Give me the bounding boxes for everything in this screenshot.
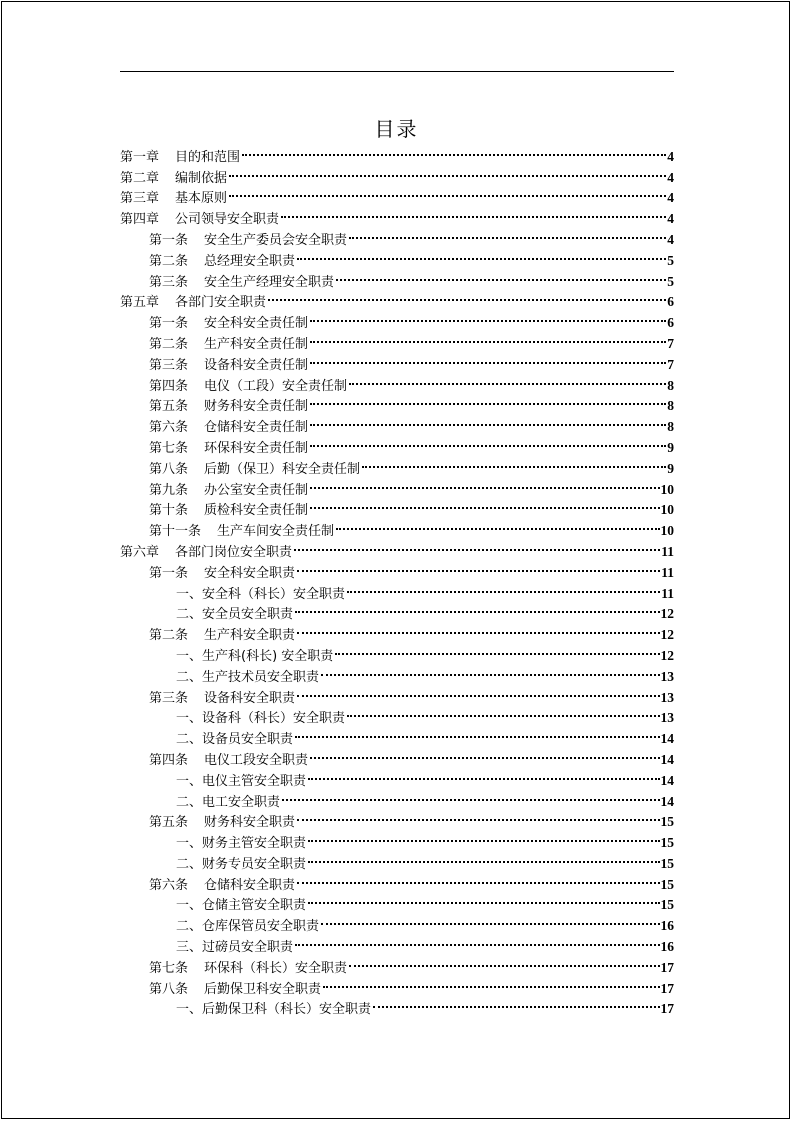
toc-entry-number: 一、 bbox=[176, 648, 203, 664]
toc-entry-title: 设备科（科长）安全职责 bbox=[202, 711, 346, 727]
toc-dot-leader bbox=[373, 993, 659, 1014]
toc-entry-page-number: 4 bbox=[667, 211, 674, 227]
toc-entry-page-number: 14 bbox=[660, 793, 674, 809]
toc-entry-page-number: 13 bbox=[660, 710, 674, 726]
toc-entry-title: 生产技术员安全职责 bbox=[202, 669, 320, 685]
toc-entry-title: 后勤保卫科（科长）安全职责 bbox=[202, 1002, 372, 1018]
toc-entry-page-number: 6 bbox=[667, 315, 674, 331]
toc-entry-title: 安全科安全职责 bbox=[204, 565, 296, 581]
toc-entry-page-number: 14 bbox=[660, 731, 674, 747]
toc-dot-leader bbox=[335, 639, 659, 660]
toc-entry-title: 安全科（科长）安全职责 bbox=[202, 586, 346, 602]
toc-dot-leader bbox=[336, 265, 666, 286]
toc-dot-leader bbox=[295, 598, 659, 619]
toc-entry-title: 各部门岗位安全职责 bbox=[175, 544, 293, 560]
toc-dot-leader bbox=[229, 161, 666, 182]
toc-entry-page-number: 6 bbox=[667, 294, 674, 310]
toc-entry-number: 一、 bbox=[176, 773, 203, 789]
toc-entry-page-number: 7 bbox=[667, 335, 674, 351]
toc-dot-leader bbox=[281, 202, 666, 223]
header-rule bbox=[120, 71, 674, 72]
toc-dot-leader bbox=[349, 223, 666, 244]
toc-dot-leader bbox=[310, 431, 666, 452]
toc-dot-leader bbox=[310, 743, 659, 764]
toc-entry-page-number: 4 bbox=[667, 169, 674, 185]
toc-entry-title: 仓储科安全责任制 bbox=[204, 420, 309, 436]
toc-entry-page-number: 10 bbox=[660, 481, 674, 497]
toc-dot-leader bbox=[310, 390, 666, 411]
toc-entry-number: 三、 bbox=[176, 940, 203, 956]
toc-entry-number: 第六章 bbox=[120, 544, 160, 560]
toc-dot-leader bbox=[310, 327, 666, 348]
toc-entry-level-0[interactable] bbox=[120, 140, 674, 165]
toc-dot-leader bbox=[336, 514, 659, 535]
toc-entry-title: 电仪工段安全职责 bbox=[204, 752, 309, 768]
toc-entry-title: 生产车间安全责任制 bbox=[217, 524, 335, 540]
toc-dot-leader bbox=[297, 618, 659, 639]
toc-entry-title: 财务专员安全职责 bbox=[202, 856, 307, 872]
toc-dot-leader bbox=[308, 826, 659, 847]
toc-entry-title: 生产科(科长) 安全职责 bbox=[202, 648, 334, 664]
toc-entry-number: 第一章 bbox=[120, 149, 160, 165]
toc-dot-leader bbox=[310, 473, 659, 494]
toc-entry-number: 二、 bbox=[176, 732, 203, 748]
toc-entry-number: 第九条 bbox=[149, 482, 189, 498]
toc-dot-leader bbox=[362, 452, 666, 473]
toc-dot-leader bbox=[242, 140, 666, 161]
toc-entry-title: 各部门安全职责 bbox=[175, 295, 267, 311]
toc-entry-title: 电仪（工段）安全责任制 bbox=[204, 378, 348, 394]
toc-entry-number: 第三条 bbox=[149, 690, 189, 706]
toc-dot-leader bbox=[297, 681, 659, 702]
toc-entry-title: 设备员安全职责 bbox=[202, 732, 294, 748]
toc-entry-page-number: 11 bbox=[661, 585, 674, 601]
toc-dot-leader bbox=[295, 930, 659, 951]
toc-entry-number: 第四条 bbox=[149, 378, 189, 394]
toc-entry-number: 二、 bbox=[176, 856, 203, 872]
toc-entry-title: 安全生产委员会安全职责 bbox=[204, 232, 348, 248]
toc-entry-number: 二、 bbox=[176, 919, 203, 935]
toc-entry-title: 生产科安全责任制 bbox=[204, 336, 309, 352]
toc-dot-leader bbox=[321, 909, 659, 930]
toc-entry-title: 目的和范围 bbox=[175, 149, 241, 165]
toc-entry-title: 仓储主管安全职责 bbox=[202, 898, 307, 914]
toc-entry-number: 第一条 bbox=[149, 565, 189, 581]
toc-entry-page-number: 12 bbox=[660, 606, 674, 622]
toc-entry-page-number: 15 bbox=[660, 814, 674, 830]
toc-entry-title: 总经理安全职责 bbox=[204, 253, 296, 269]
toc-dot-leader bbox=[308, 889, 659, 910]
toc-entry-page-number: 11 bbox=[661, 543, 674, 559]
toc-entry-title: 基本原则 bbox=[175, 191, 228, 207]
toc-dot-leader bbox=[349, 951, 659, 972]
toc-entry-number: 二、 bbox=[176, 669, 203, 685]
toc-title: 目录 bbox=[374, 117, 419, 142]
toc-entry-page-number: 4 bbox=[667, 231, 674, 247]
toc-dot-leader bbox=[321, 660, 659, 681]
toc-entry-page-number: 13 bbox=[660, 668, 674, 684]
toc-dot-leader bbox=[308, 764, 659, 785]
toc-entry-page-number: 13 bbox=[660, 689, 674, 705]
toc-entry-title: 后勤（保卫）科安全责任制 bbox=[204, 461, 361, 477]
toc-entry-number: 第五条 bbox=[149, 815, 189, 831]
toc-entry-page-number: 10 bbox=[660, 523, 674, 539]
toc-entry-page-number: 12 bbox=[660, 647, 674, 663]
toc-entry-page-number: 14 bbox=[660, 772, 674, 788]
toc-entry-title: 财务科安全责任制 bbox=[204, 399, 309, 415]
toc-entry-title: 设备科安全职责 bbox=[204, 690, 296, 706]
toc-entry-title: 过磅员安全职责 bbox=[202, 940, 294, 956]
toc-entry-page-number: 5 bbox=[667, 252, 674, 268]
toc-entry-number: 第三条 bbox=[149, 274, 189, 290]
toc-entry-page-number: 15 bbox=[660, 876, 674, 892]
toc-entry-page-number: 16 bbox=[660, 918, 674, 934]
toc-dot-leader bbox=[310, 306, 666, 327]
toc-entry-number: 一、 bbox=[176, 1002, 203, 1018]
toc-dot-leader bbox=[323, 972, 659, 993]
toc-entry-page-number: 9 bbox=[667, 460, 674, 476]
toc-entry-title: 生产科安全职责 bbox=[204, 628, 296, 644]
toc-dot-leader bbox=[297, 556, 660, 577]
toc-entry-page-number: 16 bbox=[660, 939, 674, 955]
toc-entry-page-number: 4 bbox=[667, 190, 674, 206]
toc-dot-leader bbox=[310, 494, 659, 515]
toc-entry-title: 公司领导安全职责 bbox=[175, 212, 280, 228]
toc-entry-title: 后勤保卫科安全职责 bbox=[204, 981, 322, 997]
toc-entry-level-0[interactable] bbox=[120, 535, 674, 560]
toc-entry-number: 第二条 bbox=[149, 336, 189, 352]
toc-entry-title: 编制依据 bbox=[175, 170, 228, 186]
toc-entry-page-number: 4 bbox=[667, 148, 674, 164]
toc-entry-page-number: 8 bbox=[667, 398, 674, 414]
toc-entry-title: 安全生产经理安全职责 bbox=[204, 274, 335, 290]
toc-dot-leader bbox=[282, 785, 659, 806]
toc-entry-title: 环保科安全责任制 bbox=[204, 440, 309, 456]
toc-entry-number: 第六条 bbox=[149, 877, 189, 893]
toc-entry-number: 第七条 bbox=[149, 960, 189, 976]
toc-entry-number: 第二条 bbox=[149, 253, 189, 269]
toc-dot-leader bbox=[295, 722, 659, 743]
toc-dot-leader bbox=[297, 806, 659, 827]
toc-entry-number: 第十一条 bbox=[149, 524, 202, 540]
toc-entry-number: 第三章 bbox=[120, 191, 160, 207]
toc-entry-number: 二、 bbox=[176, 794, 203, 810]
toc-entry-title: 电工安全职责 bbox=[202, 794, 281, 810]
toc-entry-number: 一、 bbox=[176, 711, 203, 727]
toc-entry-number: 一、 bbox=[176, 836, 203, 852]
toc-dot-leader bbox=[268, 286, 666, 307]
toc-dot-leader bbox=[349, 369, 666, 390]
toc-entry-number: 一、 bbox=[176, 898, 203, 914]
toc-entry-number: 第四章 bbox=[120, 212, 160, 228]
toc-dot-leader bbox=[347, 702, 659, 723]
toc-entry-number: 第六条 bbox=[149, 420, 189, 436]
toc-entry-number: 第十条 bbox=[149, 503, 189, 519]
toc-dot-leader bbox=[310, 410, 666, 431]
toc-entry-number: 第八条 bbox=[149, 461, 189, 477]
toc-entry-page-number: 8 bbox=[667, 377, 674, 393]
toc-entry-title: 安全员安全职责 bbox=[202, 607, 294, 623]
toc-entry-title: 财务科安全职责 bbox=[204, 815, 296, 831]
toc-entry-number: 二、 bbox=[176, 607, 203, 623]
table-of-contents bbox=[120, 140, 674, 1018]
toc-entry-number: 第五章 bbox=[120, 295, 160, 311]
toc-entry-page-number: 8 bbox=[667, 419, 674, 435]
toc-dot-leader bbox=[308, 847, 659, 868]
toc-entry-number: 第三条 bbox=[149, 357, 189, 373]
toc-entry-title: 仓储科安全职责 bbox=[204, 877, 296, 893]
toc-entry-title: 办公室安全责任制 bbox=[204, 482, 309, 498]
toc-entry-title: 质检科安全责任制 bbox=[204, 503, 309, 519]
toc-entry-page-number: 9 bbox=[667, 439, 674, 455]
toc-entry-number: 第七条 bbox=[149, 440, 189, 456]
toc-entry-page-number: 10 bbox=[660, 502, 674, 518]
toc-entry-number: 一、 bbox=[176, 586, 203, 602]
toc-entry-number: 第二条 bbox=[149, 628, 189, 644]
toc-entry-title: 财务主管安全职责 bbox=[202, 836, 307, 852]
toc-entry-number: 第四条 bbox=[149, 752, 189, 768]
toc-entry-page-number: 7 bbox=[667, 356, 674, 372]
toc-entry-page-number: 14 bbox=[660, 751, 674, 767]
toc-entry-title: 设备科安全责任制 bbox=[204, 357, 309, 373]
toc-dot-leader bbox=[297, 868, 659, 889]
toc-entry-number: 第一条 bbox=[149, 232, 189, 248]
toc-entry-page-number: 11 bbox=[661, 564, 674, 580]
toc-dot-leader bbox=[297, 244, 666, 265]
toc-entry-page-number: 5 bbox=[667, 273, 674, 289]
toc-dot-leader bbox=[294, 535, 660, 556]
toc-dot-leader bbox=[229, 182, 666, 203]
toc-entry-title: 安全科安全责任制 bbox=[204, 316, 309, 332]
toc-entry-page-number: 12 bbox=[660, 627, 674, 643]
toc-entry-page-number: 15 bbox=[660, 897, 674, 913]
toc-entry-number: 第二章 bbox=[120, 170, 160, 186]
toc-entry-page-number: 17 bbox=[660, 1001, 674, 1017]
toc-dot-leader bbox=[310, 348, 666, 369]
toc-entry-number: 第一条 bbox=[149, 316, 189, 332]
toc-entry-number: 第五条 bbox=[149, 399, 189, 415]
toc-entry-page-number: 17 bbox=[660, 959, 674, 975]
toc-entry-title: 环保科（科长）安全职责 bbox=[204, 960, 348, 976]
toc-entry-page-number: 17 bbox=[660, 980, 674, 996]
toc-entry-page-number: 15 bbox=[660, 855, 674, 871]
toc-entry-number: 第八条 bbox=[149, 981, 189, 997]
toc-entry-title: 仓库保管员安全职责 bbox=[202, 919, 320, 935]
toc-dot-leader bbox=[347, 577, 660, 598]
toc-entry-title: 电仪主管安全职责 bbox=[202, 773, 307, 789]
toc-entry-page-number: 15 bbox=[660, 835, 674, 851]
